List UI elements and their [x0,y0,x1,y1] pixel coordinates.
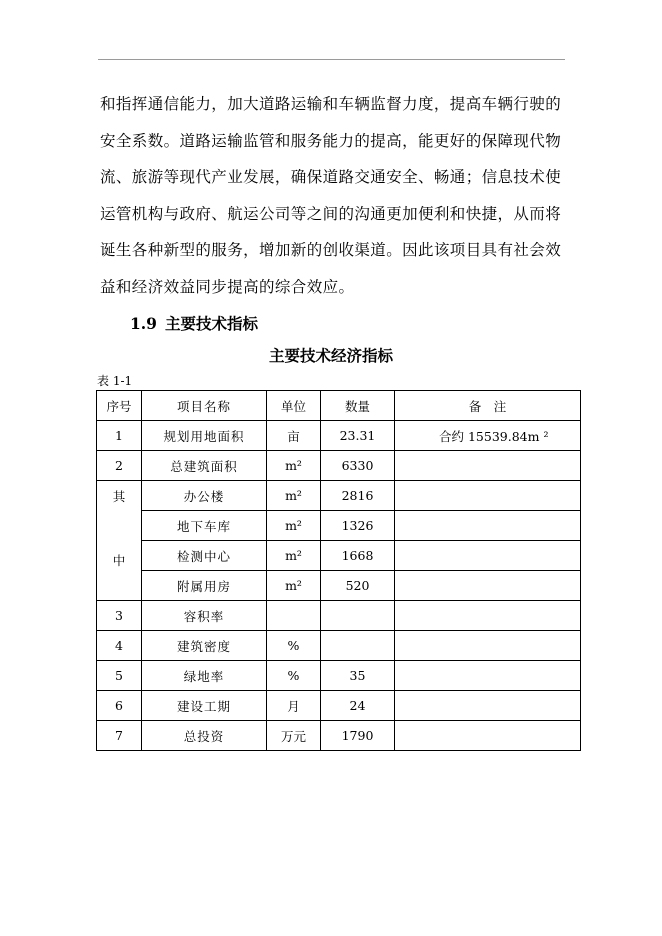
row-number: 2 [97,451,142,481]
table-row [97,661,581,691]
body-line: 运管机构与政府、航运公司等之间的沟通更加便利和快捷，从而将 [100,204,562,223]
header-cell: 备 注 [395,391,581,421]
row-quantity [321,601,395,631]
row-note [395,691,581,721]
row-name: 总投资 [142,721,267,751]
row-unit: % [267,661,321,691]
body-line: 流、旅游等现代产业发展，确保道路交通安全、畅通；信息技术使 [100,168,562,186]
row-number: 5 [97,661,142,691]
row-quantity: 6330 [321,451,395,481]
section-heading [130,312,258,334]
table-row [97,481,581,511]
row-unit: 亩 [267,421,321,451]
row-unit: 万元 [267,721,321,751]
row-quantity: 1668 [321,541,395,571]
row-name: 地下车库 [142,511,267,541]
table-row [97,601,581,631]
group-label-top: 其 [112,489,126,504]
row-unit: % [267,631,321,661]
header-cell: 序号 [97,391,142,421]
row-number: 3 [97,601,142,631]
header-cell: 单位 [267,391,321,421]
row-name: 规划用地面积 [142,421,267,451]
row-note [395,721,581,751]
row-note [395,451,581,481]
row-name: 建筑密度 [142,631,267,661]
table-row [97,451,581,481]
row-quantity: 35 [321,661,395,691]
row-quantity: 23.31 [321,421,395,451]
body-line: 诞生各种新型的服务，增加新的创收渠道。因此该项目具有社会效 [100,241,562,259]
table-row [97,571,581,601]
row-unit: m² [267,571,321,601]
row-number: 4 [97,631,142,661]
row-unit: m² [267,541,321,571]
body-line: 安全系数。道路运输监管和服务能力的提高，能更好的保障现代物 [100,131,562,150]
row-note [395,481,581,511]
row-unit: m² [267,451,321,481]
row-note [395,601,581,631]
row-unit: 月 [267,691,321,721]
body-paragraph [100,86,570,305]
header-rule [98,59,565,60]
row-quantity [321,631,395,661]
row-name: 绿地率 [142,661,267,691]
row-quantity: 1790 [321,721,395,751]
row-name: 办公楼 [142,481,267,511]
row-note [395,631,581,661]
section-title: 主要技术指标 [164,314,258,333]
row-quantity: 520 [321,571,395,601]
row-note [395,511,581,541]
table-row [97,721,581,751]
body-line: 益和经济效益同步提高的综合效应。 [100,277,355,296]
row-quantity: 2816 [321,481,395,511]
table-row [97,511,581,541]
table-row [97,691,581,721]
table-label: 表 1-1 [97,374,133,388]
row-name: 总建筑面积 [142,451,267,481]
row-unit [267,601,321,631]
row-name: 检测中心 [142,541,267,571]
table-title: 主要技术经济指标 [268,346,393,365]
group-label-cell [97,481,142,601]
row-number: 1 [97,421,142,451]
group-label-bottom: 中 [112,553,126,568]
row-quantity: 1326 [321,511,395,541]
row-number: 6 [97,691,142,721]
row-name: 容积率 [142,601,267,631]
row-unit: m² [267,481,321,511]
specs-table [96,390,581,751]
table-row [97,631,581,661]
row-unit: m² [267,511,321,541]
table-row [97,421,581,451]
row-note: 合约 15539.84m ² [395,421,581,451]
section-number: 1.9 [130,314,157,333]
row-note [395,541,581,571]
row-name: 建设工期 [142,691,267,721]
row-note [395,571,581,601]
row-name: 附属用房 [142,571,267,601]
row-note [395,661,581,691]
row-number: 7 [97,721,142,751]
body-line: 和指挥通信能力，加大道路运输和车辆监督力度，提高车辆行驶的 [100,95,562,113]
table-header-row [97,391,581,421]
table-row [97,541,581,571]
header-cell: 项目名称 [142,391,267,421]
row-quantity: 24 [321,691,395,721]
header-cell: 数量 [321,391,395,421]
